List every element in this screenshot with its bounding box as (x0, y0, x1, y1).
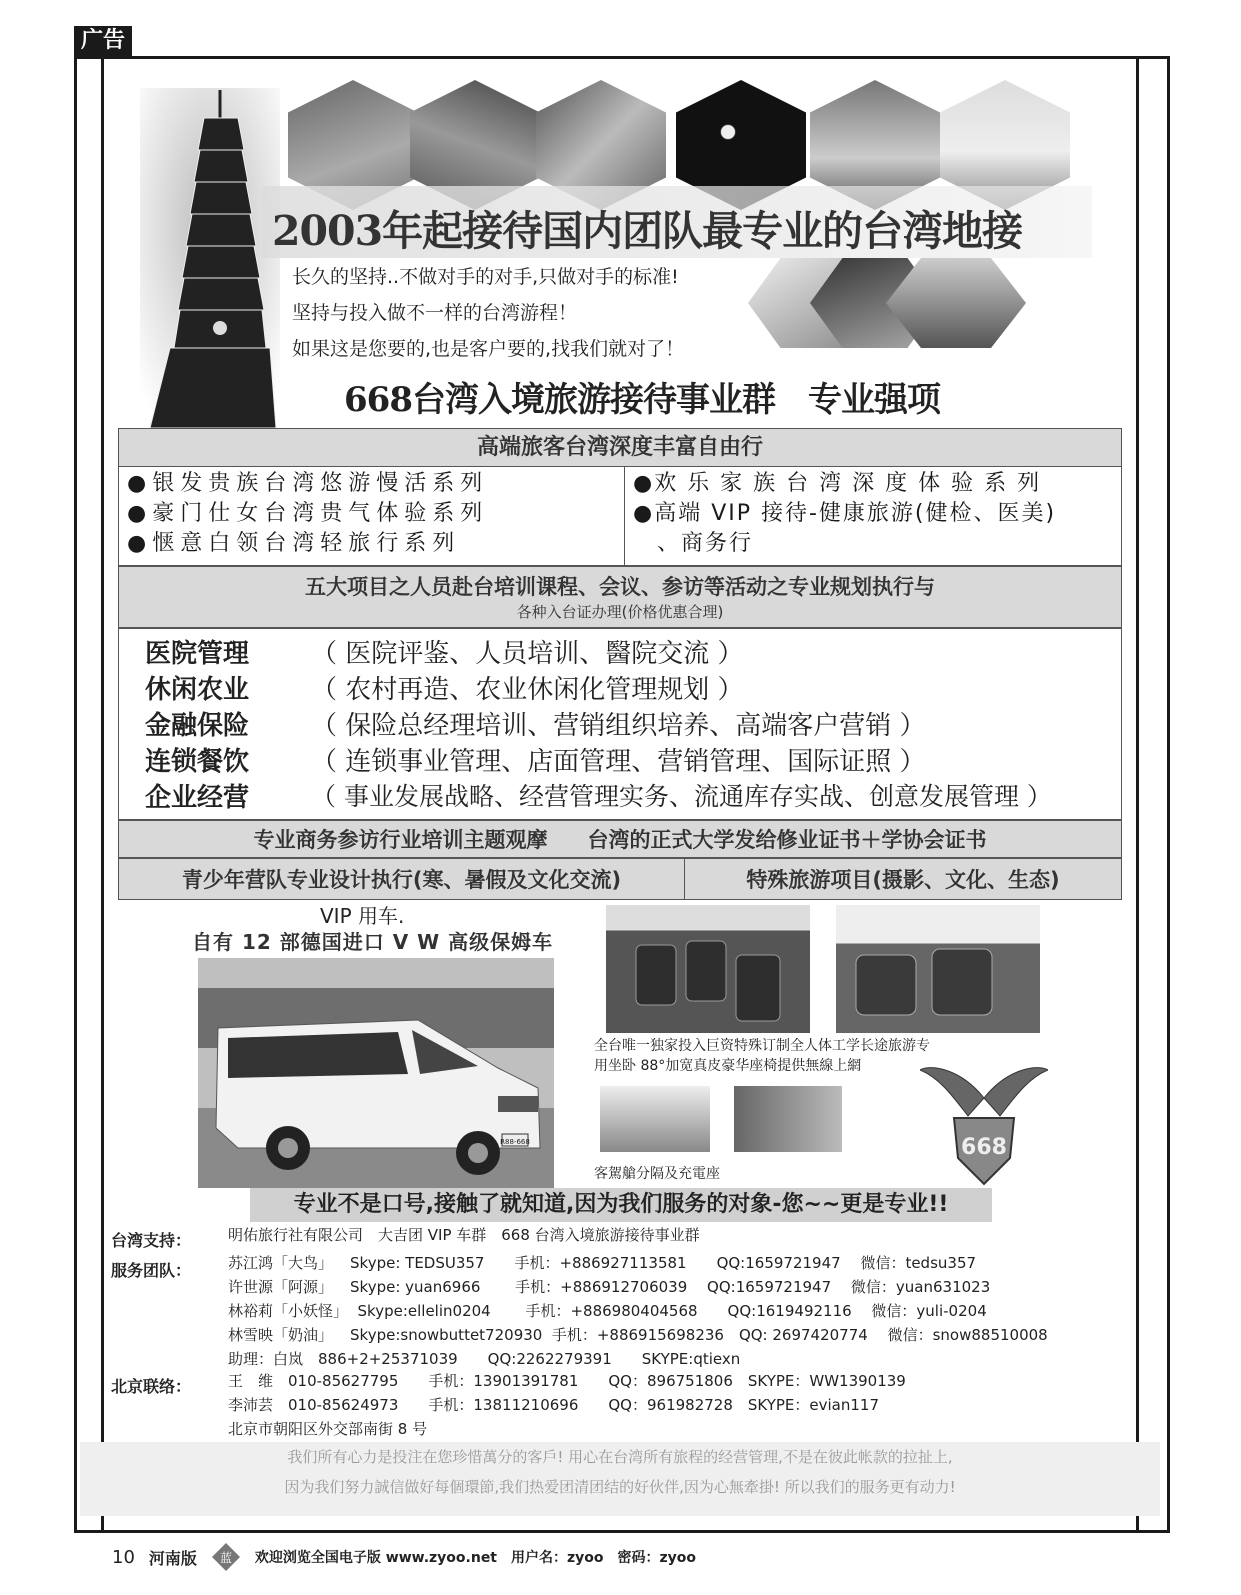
project-desc: （ 医院评鉴、人员培训、醫院交流 ） (311, 638, 744, 669)
list-item: ●豪门仕女台湾贵气体验系列 (127, 501, 489, 526)
project-name: 休闲农业 (145, 674, 250, 705)
youth-camp-text: 青少年营队专业设计执行(寒、暑假及文化交流) (119, 859, 685, 899)
edition-diamond-icon (211, 1542, 241, 1572)
closing-statement (80, 1442, 1160, 1516)
project-list (118, 628, 1122, 820)
team-contact-1: 苏江鸿「大鸟」 Skype: TEDSU357 手机：+886927113581 QQ:1659721947 微信：tedsu357 (228, 1254, 977, 1272)
team-contact-assistant: 助理：白岚 886+2+25371039 QQ:2262279391 SKYPE:qtiexn (228, 1350, 741, 1368)
certificate-text: 台湾的正式大学发给修业证书＋学协会证书 (587, 828, 987, 852)
project-desc: （ 事业发展战略、经营管理实务、流通库存实战、创意发展管理 ） (311, 782, 1052, 811)
service-team-label: 服务团队： (111, 1261, 192, 1280)
training-subtitle: 各种入台证办理(价格优惠合理) (516, 603, 724, 621)
vip-vehicle-title: VIP 用车. (320, 904, 405, 928)
project-name: 医院管理 (145, 638, 250, 669)
project-row (145, 777, 1095, 813)
closing-line-2: 因为我们努力誠信做好每個環節,我们热爱团清团结的好伙伴,因为心無牽掛! 所以我们的服务更有动力! (284, 1478, 956, 1496)
password-text: 密码：zyoo (617, 1550, 697, 1566)
beijing-contact-label: 北京联络： (111, 1377, 192, 1396)
cabin-divider-photo (600, 1086, 710, 1152)
slogan-2: 坚持与投入做不一样的台湾游程！ (292, 302, 578, 324)
premium-travel-header: 高端旅客台湾深度丰富自由行 (119, 429, 1121, 467)
project-desc: （ 保险总经理培训、营销组织培养、高端客户营销 ） (311, 710, 926, 741)
premium-travel-right-list (625, 467, 1064, 565)
van-interior-photo-1 (606, 905, 810, 1033)
project-row (145, 633, 1095, 669)
camp-special-row (118, 858, 1122, 900)
project-name: 金融保险 (145, 710, 250, 741)
training-title: 五大项目之人员赴台培训课程、会议、参访等活动之专业规划执行与 (305, 575, 935, 599)
training-section-header (118, 566, 1122, 628)
list-item: ●高端 VIP 接待-健康旅游(健检、医美) (633, 501, 1057, 526)
taipei-101-image (140, 88, 280, 428)
vip-vehicle-subtitle: 自有 12 部德国进口 V W 高级保姆车 (192, 930, 554, 954)
premium-travel-left-list (119, 467, 625, 565)
premium-travel-table (118, 428, 1122, 566)
site-link[interactable]: 欢迎浏览全国电子版 www.zyoo.net (254, 1550, 498, 1566)
project-row (145, 741, 1095, 777)
project-name: 企业经营 (145, 782, 250, 813)
eagle-shield-logo-icon (920, 1058, 1048, 1188)
logo-number: 668 (961, 1135, 1007, 1160)
edition-name: 河南版 (148, 1548, 197, 1568)
svg-text:蓝: 蓝 (219, 1551, 232, 1565)
headline: 2003年起接待国内团队最专业的台湾地接 (272, 207, 1023, 255)
license-plate: R88-668 (500, 1138, 530, 1146)
tagline: 专业不是口号,接触了就知道,因为我们服务的对象-您~~更是专业!! (250, 1188, 992, 1222)
beijing-contact-1: 王 维 010-85627795 手机：13901391781 QQ：896751806 SKYPE：WW1390139 (228, 1372, 906, 1390)
project-desc: （ 连锁事业管理、店面管理、营销管理、国际证照 ） (311, 746, 926, 777)
team-contact-4: 林雪映「奶油」 Skype:snowbuttet720930 手机：+886915698236 QQ: 2697420774 微信：snow88510008 (228, 1326, 1048, 1344)
beijing-address: 北京市朝阳区外交部南街 8 号 (228, 1420, 428, 1438)
taiwan-support-label: 台湾支持： (111, 1231, 192, 1250)
page-footer (112, 1542, 696, 1572)
frame-rule-right (1136, 56, 1139, 1533)
team-contact-2: 许世源「阿源」 Skype: yuan6966 手机：+886912706039 QQ:1659721947 微信：yuan631023 (228, 1278, 991, 1296)
username-text: 用户名：zyoo (511, 1550, 604, 1566)
interior-caption-line-1: 全台唯一独家投入巨资特殊订制全人体工学长途旅游专 (594, 1038, 930, 1054)
van-photo (198, 958, 554, 1188)
project-row (145, 705, 1095, 741)
cabin-caption: 客駕艙分隔及充電座 (594, 1166, 720, 1182)
project-name: 连锁餐饮 (145, 746, 250, 777)
list-item: 、商务行 (633, 531, 754, 556)
sub-headline: 668台湾入境旅游接待事业群 专业强项 (344, 380, 940, 420)
charging-socket-photo (734, 1086, 842, 1152)
interior-caption-line-2: 用坐卧 88°加宽真皮豪华座椅提供無線上網 (594, 1058, 862, 1074)
page-number: 10 (112, 1546, 135, 1568)
ad-tag: 广告 (74, 26, 132, 56)
project-row (145, 669, 1095, 705)
team-contact-3: 林裕莉「小妖怪」 Skype:ellelin0204 手机：+886980404568 QQ:1619492116 微信：yuli-0204 (228, 1302, 987, 1320)
slogan-1: 长久的坚持..不做对手的对手,只做对手的标准! (292, 266, 679, 288)
list-item: ●欢 乐 家 族 台 湾 深 度 体 验 系 列 (633, 471, 1042, 496)
beijing-contact-2: 李沛芸 010-85624973 手机：13811210696 QQ：961982728 SKYPE：evian117 (228, 1396, 879, 1414)
business-visit-row (118, 820, 1122, 858)
list-item: ●银发贵族台湾悠游慢活系列 (127, 471, 489, 496)
project-desc: （ 农村再造、农业休闲化管理规划 ） (311, 674, 744, 705)
slogan-3: 如果这是您要的,也是客户要的,找我们就对了！ (292, 338, 685, 360)
list-item: ●惬意白领台湾轻旅行系列 (127, 531, 461, 556)
frame-rule-left (101, 56, 104, 1533)
van-interior-photo-2 (836, 905, 1040, 1033)
closing-line-1: 我们所有心力是投注在您珍惜萬分的客戶! 用心在台湾所有旅程的经营管理,不是在彼此帐款的拉扯上, (287, 1448, 953, 1466)
special-tour-text: 特殊旅游项目(摄影、文化、生态) (746, 868, 1060, 892)
taiwan-support-line: 明佑旅行社有限公司 大吉团 VIP 车群 668 台湾入境旅游接待事业群 (228, 1226, 700, 1244)
business-visit-text: 专业商务参访行业培训主题观摩 (253, 828, 548, 852)
